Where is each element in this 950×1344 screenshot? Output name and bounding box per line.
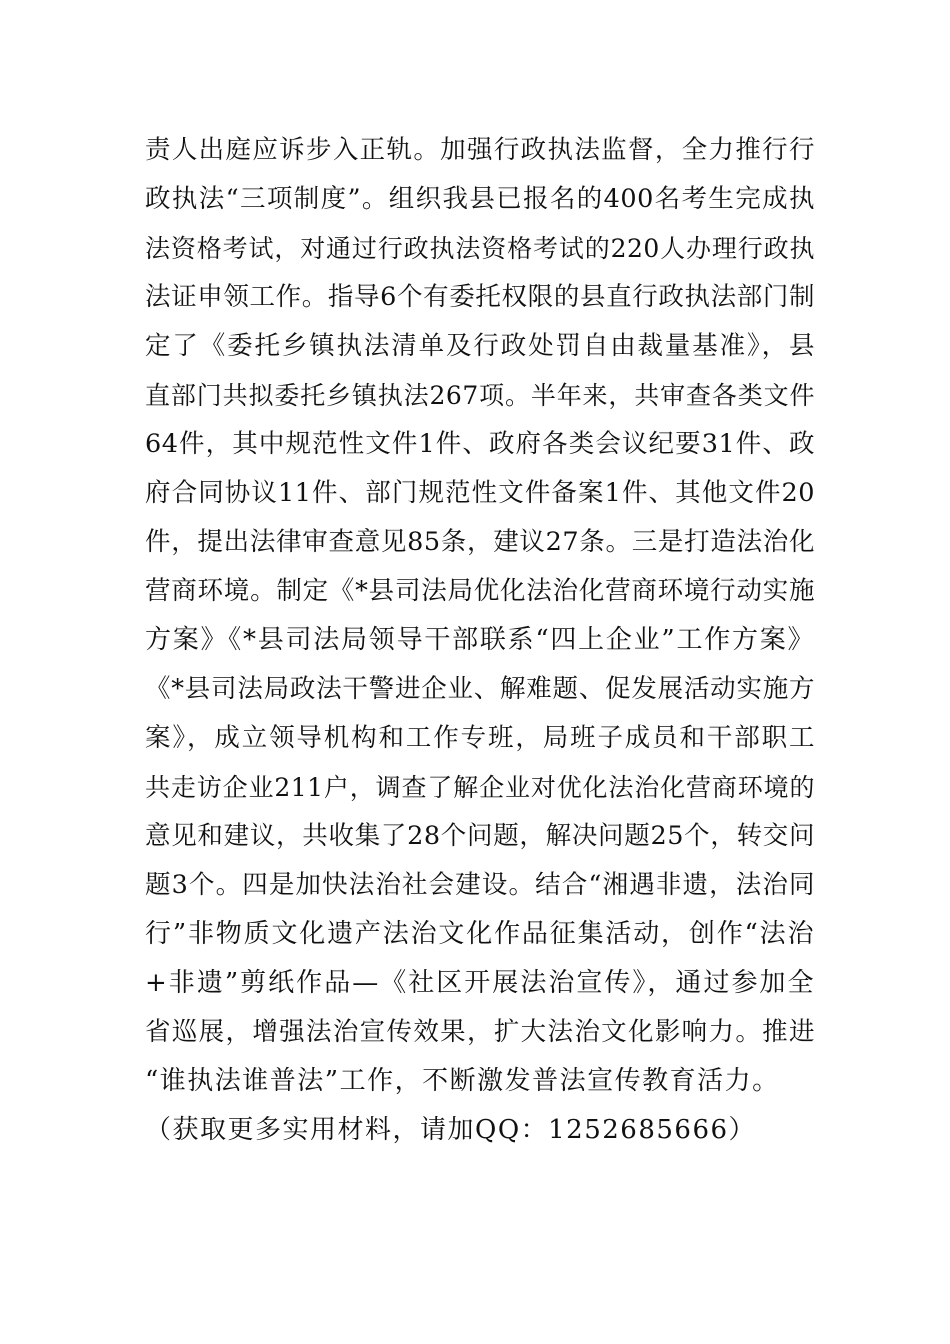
text-line-11: 方案》《*县司法局领导干部联系“四上企业”工作方案》: [145, 625, 815, 655]
text-line-18: +非遗”剪纸作品—《社区开展法治宣传》，通过参加全: [145, 968, 815, 998]
text-line-20: “谁执法谁普法”工作，不断激发普法宣传教育活力。: [145, 1066, 780, 1096]
text-line-14: 共走访企业211户，调查了解企业对优化法治化营商环境的: [145, 773, 815, 802]
text-line-17: 行”非物质文化遗产法治文化作品征集活动，创作“法治: [145, 919, 815, 949]
text-line-10: 营商环境。制定《*县司法局优化法治化营商环境行动实施: [145, 576, 815, 606]
text-line-8: 府合同协议11件、部门规范性文件备案1件、其他文件20: [145, 478, 815, 508]
text-line-6: 直部门共拟委托乡镇执法267项。半年来，共审查各类文件: [145, 381, 815, 410]
text-line-13: 案》，成立领导机构和工作专班，局班子成员和干部职工: [145, 723, 815, 753]
text-line-5: 定了《委托乡镇执法清单及行政处罚自由裁量基准》，县: [145, 331, 815, 361]
text-line-3: 法资格考试，对通过行政执法资格考试的220人办理行政执: [145, 234, 815, 263]
text-line-12: 《*县司法局政法干警进企业、解难题、促发展活动实施方: [145, 674, 815, 704]
body-text: [145, 126, 815, 1155]
text-line-9: 件，提出法律审查意见85条，建议27条。三是打造法治化: [145, 527, 815, 557]
text-line-16: 题3个。四是加快法治社会建设。结合“湘遇非遗，法治同: [145, 870, 815, 900]
text-line-2: 政执法“三项制度”。组织我县已报名的400名考生完成执: [145, 184, 815, 214]
text-line-1: 责人出庭应诉步入正轨。加强行政执法监督，全力推行行: [145, 135, 815, 165]
text-line-7: 64件，其中规范性文件1件、政府各类会议纪要31件、政: [145, 429, 815, 459]
text-line-4: 法证申领工作。指导6个有委托权限的县直行政执法部门制: [145, 282, 815, 312]
contact-note: （获取更多实用材料，请加QQ：1252685666）: [145, 1115, 757, 1145]
text-line-19: 省巡展，增强法治宣传效果，扩大法治文化影响力。推进: [145, 1017, 815, 1047]
text-line-15: 意见和建议，共收集了28个问题，解决问题25个，转交问: [145, 821, 815, 851]
